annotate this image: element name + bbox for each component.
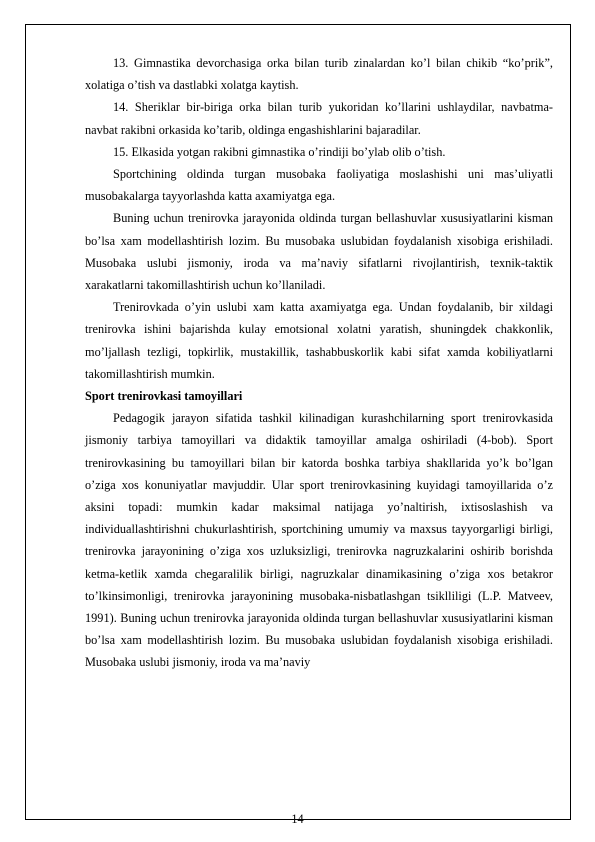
paragraph-item-13: 13. Gimnastika devorchasiga orka bilan turib zinalardan ko’l bilan chikib “ko’prik”, xolatiga o’tish va dastlabki xolatga kaytish. [85,56,553,93]
paragraph-adaptation: Sportchining oldinda turgan musobaka faoliyatiga moslashishi uni mas’uliyatli musobakalarga tayyorlashda katta axamiyatga ega. [85,167,553,204]
paragraph-principles: Pedagogik jarayon sifatida tashkil kilinadigan kurashchilarning sport trenirovkasida jismoniy tarbiya tamoyillari va didaktik tamoyillar amalga oshiriladi (4-bob). Sport trenirovkasining bu tamoyillari bilan bir katorda boshka tarbiya shakllarida yo’k bo’lgan o’ziga xos konuniyatlar mavjuddir. Ular sport trenirovkasining kuyidagi tamoyillarida o’z aksini topadi: mumkin kadar maksimal natijaga yo’naltirish, ixtisoslashish va individuallashtirishni chukurlashtirish, sportchining umumiy va maxsus tayyorgarligi birligi, trenirovka jarayonining o’ziga xos uzluksizligi, trenirovka nagruzkalarini oshirib borishda ketma-ketlik xamda chegaralilik birligi, nagruzkalar dinamikasining o’ziga xos betakror to’lkinsimonligi, trenirovka jarayonining musobaka-nisbatlashgan tsiklliligi (L.P. Matveev, 1991). Buning uchun trenirovka jarayonida oldinda turgan bellashuvlar xususiyatlarini kisman bo’lsa xam modellashtirish lozim. Bu musobaka uslubidan foydalanish xisobiga erishiladi. Musobaka uslubi jismoniy, iroda va ma’naviy [85,411,553,670]
paragraph-item-15: 15. Elkasida yotgan rakibni gimnastika o’rindiji bo’ylab olib o’tish. [113,144,446,159]
paragraph-competition-method: Buning uchun trenirovka jarayonida oldinda turgan bellashuvlar xususiyatlarini kisman bo’lsa xam modellashtirish lozim. Bu musobaka uslubidan foydalanish xisobiga erishiladi. Musobaka uslubi jismoniy, iroda va ma’naviy sifatlarni rivojlantirish, texnik-taktik xarakatlarni takomillashtirish uchun ko’llaniladi. [85,211,553,293]
paragraph-item-14: 14. Sheriklar bir-biriga orka bilan turib yukoridan ko’llarini ushlaydilar, navbatma-navbat rakibni orkasida ko’tarib, oldinga engashishlarini bajaradilar. [85,100,553,137]
document-body [85,52,553,674]
page-number: 14 [291,812,304,826]
paragraph-game-method: Trenirovkada o’yin uslubi xam katta axamiyatga ega. Undan foydalanib, bir xildagi trenirovka ishini bajarishda kulay emotsional xolatni yaratish, shuningdek chakkonlik, mo’ljallash tezligi, topkirlik, mustakillik, tashabbuskorlik kabi sifat xamda kobiliyatlarni takomillashtirish mumkin. [85,300,553,381]
section-heading: Sport trenirovkasi tamoyillari [85,389,243,404]
